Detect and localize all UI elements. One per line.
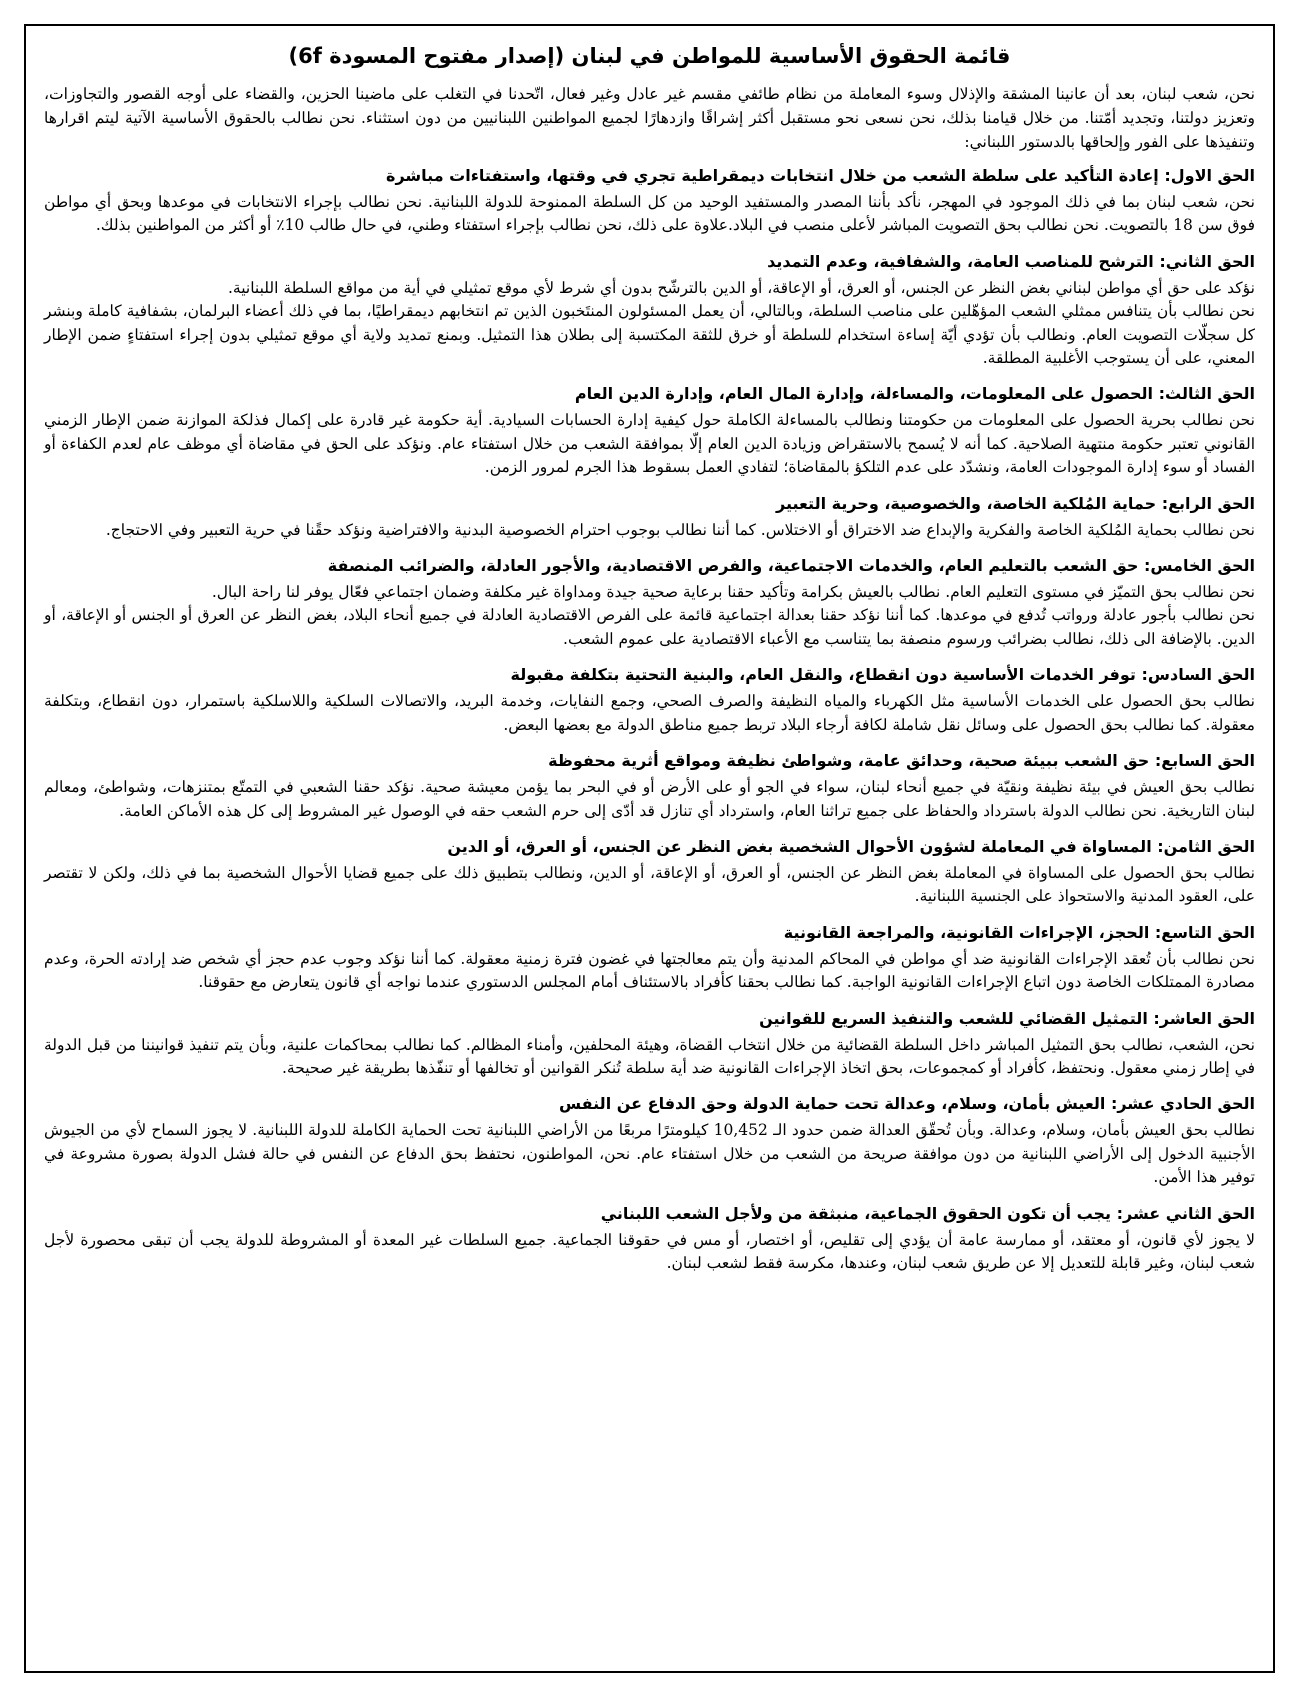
right-heading: الحق التاسع: الحجز، الإجراءات القانونية، والمراجعة القانونية bbox=[783, 922, 1255, 942]
right-heading: الحق الثامن: المساواة في المعاملة لشؤون الأحوال الشخصية بغض النظر عن الجنس، أو العرق، أو الدين bbox=[447, 836, 1255, 856]
right-paragraph: نحن نطالب بحرية الحصول على المعلومات من حكومتنا ونطالب بالمساءلة الكاملة حول كيفية إدارة الحسابات السيادية. أية حكومة غير قادرة على إكمال فذلكة الموازنة ضمن الإطار الزمني القانوني تعتبر حكومة منتهية الصلاحية. كما أنه لا يُسمح بالاستقراض وزيادة الدين العام إلّا بموافقة الشعب من خلال استفتاء عام. ونؤكد على الحق في مقاضاة أي موظف عام لعدم الكفاءة أو الفساد أو سوء إدارة الموجودات العامة، ونشدّد على عدم التلكؤ بالمقاضاة؛ لتفادي العمل بسقوط هذا الجرم لمرور الزمن. bbox=[44, 411, 1255, 477]
right-body bbox=[44, 519, 1255, 542]
right-heading: الحق الخامس: حق الشعب بالتعليم العام، والخدمات الاجتماعية، والفرص الاقتصادية، والأجور العادلة، والضرائب المنصفة bbox=[327, 556, 1255, 576]
right-section bbox=[44, 554, 1255, 651]
right-paragraph: نطالب بحق الحصول على الخدمات الأساسية مثل الكهرباء والمياه النظيفة والصرف الصحي، وجمع النفايات، وخدمة البريد، والاتصالات السلكية واللاسلكية باستمرار، دون انقطاع، وبتكلفة معقولة. كما نطالب بحق الحصول على وسائل نقل شاملة لكافة أرجاء البلاد تربط جميع مناطق الدولة مع بعضها البعض. bbox=[44, 692, 1255, 734]
right-body bbox=[44, 776, 1255, 823]
right-body bbox=[44, 409, 1255, 479]
right-heading: الحق السادس: توفر الخدمات الأساسية دون انقطاع، والنقل العام، والبنية التحتية بتكلفة مقبولة bbox=[510, 665, 1255, 685]
right-section bbox=[44, 749, 1255, 823]
right-heading: الحق السابع: حق الشعب ببيئة صحية، وحدائق عامة، وشواطئ نظيفة ومواقع أثرية محفوظة bbox=[548, 751, 1255, 771]
right-body bbox=[44, 1119, 1255, 1189]
right-heading: الحق الاول: إعادة التأكيد على سلطة الشعب من خلال انتخابات ديمقراطية تجري في وقتها، واستفتاءات مباشرة bbox=[386, 166, 1255, 185]
right-body bbox=[44, 690, 1255, 737]
right-paragraph: نحن، شعب لبنان بما في ذلك الموجود في المهجر، نأكد بأننا المصدر والمستفيد الوحيد من كل السلطة الممنوحة للدولة اللبنانية. نحن نطالب بإجراء الانتخابات في موعدها وبحق أي مواطن فوق سن 18 بالتصويت. نحن نطالب بحق التصويت المباشر لأعلى منصب في البلاد.علاوة على ذلك، نحن نطالب بإجراء استفتاء وطني، في حال طالب 10٪ أو أكثر من المواطنين بذلك. bbox=[44, 193, 1255, 235]
right-section bbox=[44, 250, 1255, 371]
right-paragraph: نحن نطالب بأجور عادلة ورواتب تُدفع في موعدها. كما أننا نؤكد حقنا بعدالة اجتماعية قائمة على الفرص الاقتصادية العادلة في جميع أنحاء البلاد، بغض النظر عن العرق أو الجنس أو الإعاقة، أو الدين. بالإضافة الى ذلك، نطالب بضرائب ورسوم منصفة بما يتناسب مع الأعباء الاقتصادية على عموم الشعب. bbox=[44, 606, 1255, 648]
right-paragraph: نؤكد على حق أي مواطن لبناني بغض النظر عن الجنس، أو العرق، أو الإعاقة، أو الدين بالترشّح بدون أي شرط لأي موقع تمثيلي في أية من مواقع السلطة اللبنانية. bbox=[227, 278, 1255, 297]
right-heading: الحق الحادي عشر: العيش بأمان، وسلام، وعدالة تحت حماية الدولة وحق الدفاع عن النفس bbox=[559, 1094, 1255, 1114]
right-heading: الحق الثاني عشر: يجب أن تكون الحقوق الجماعية، منبثقة من ولأجل الشعب اللبناني bbox=[600, 1203, 1255, 1223]
document-title: قائمة الحقوق الأساسية للمواطن في لبنان (إصدار مفتوح المسودة 6f) bbox=[288, 44, 1011, 68]
right-body bbox=[44, 862, 1255, 909]
right-heading: الحق العاشر: التمثيل القضائي للشعب والتنفيذ السريع للقوانين bbox=[759, 1008, 1255, 1028]
right-paragraph: نحن، الشعب، نطالب بحق التمثيل المباشر داخل السلطة القضائية من خلال انتخاب القضاة، وهيئة المحلفين، وأمناء المظالم. كما نطالب بمحاكمات علنية، وبأن يتم تنفيذ قوانيننا من قبل الدولة في إطار زمني معقول. ونحتفظ، كأفراد أو كمجموعات، بحق اتخاذ الإجراءات القانونية ضد أية سلطة تُنكر القوانين أو تخالفها أو تنفّذها بطريقة غير صحيحة. bbox=[44, 1035, 1255, 1077]
right-section bbox=[44, 382, 1255, 479]
document-page bbox=[24, 24, 1275, 1673]
right-heading: الحق الثالث: الحصول على المعلومات، والمساءلة، وإدارة المال العام، وإدارة الدين العام bbox=[574, 384, 1255, 404]
right-section bbox=[44, 492, 1255, 542]
right-body bbox=[44, 277, 1255, 371]
right-body bbox=[44, 1034, 1255, 1081]
right-section bbox=[44, 1007, 1255, 1081]
right-paragraph: نحن نطالب بأن يتنافس ممثلي الشعب المؤهّلين على مناصب السلطة، وبالتالي، أن يعمل المسئولون المنتَخبون الذين تم انتخابهم ديمقراطيًا، بما في ذلك أعضاء البرلمان، بشفافية كاملة وبنشر كل سجلّات التصويت العام. ونطالب بأن تؤدي أيّة إساءة استخدام للسلطة أو خرق للثقة المكتسبة إلى بطلان هذا التمثيل. وبمنع تمديد ولاية أي موقع تمثيلي بدون إجراء استفتاءٍ ضمن الإطار المعني، على أن يستوجب الأغلبية المطلقة. bbox=[44, 302, 1255, 368]
right-paragraph: نطالب بحق العيش في بيئة نظيفة ونقيّة في جميع أنحاء لبنان، سواء في الجو أو على الأرض أو في البحر بما يؤمن معيشة صحية. نؤكد حقنا الشعبي في التمتّع بمتنزهات، وشواطئ، ومعالم لبنان التاريخية. نحن نطالب الدولة باسترداد والحفاظ على جميع تراثنا العام، واسترداد أي تنازل قد أدّى إلى حرم الشعب حقه في الوصول غير المشروط إلى كل هذه الأماكن العامة. bbox=[44, 778, 1255, 820]
right-paragraph: نحن نطالب بأن تُعقد الإجراءات القانونية ضد أي مواطن في المحاكم المدنية وأن يتم معالجتها في غضون فترة زمنية معقولة. كما أننا نؤكد وجوب عدم حجز أي شخص ضد إرادته الحرة، وعدم مصادرة الممتلكات الخاصة دون اتباع الإجراءات القانونية الواجبة. كما نطالب بحقنا كأفراد بالاستئناف أمام المجلس الدستوري عندما نواجه أي قانون يتعارض مع حقوقنا. bbox=[44, 949, 1255, 992]
right-paragraph: نطالب بحق الحصول على المساواة في المعاملة بغض النظر عن الجنس، أو العرق، أو الإعاقة، أو الدين، ونطالب بتطبيق ذلك على جميع قضايا الأحوال الشخصية بما في ذلك، ولكن لا تقتصر على، العقود المدنية والاستحواذ على الجنسية اللبنانية. bbox=[44, 863, 1255, 906]
right-body bbox=[44, 191, 1255, 238]
document-intro: نحن، شعب لبنان، بعد أن عانينا المشقة والإذلال وسوء المعاملة من نظام طائفي مقسم غير عادل وغير فعال، اتّحدنا في التغلب على ماضينا الحزين، والقضاء على أوجه القصور والتجاوزات، وتعزيز دولتنا، وتجديد أمّتنا. من خلال قيامنا بذلك، نحن نسعى نحو مستقبل أكثر إشراقًا وازدهارًا لجميع المواطنين اللبنانيين من دون استثناء. نحن نطالب بالحقوق الأساسية الآتية ليتم اقرارها وتنفيذها على الفور وإلحاقها بالدستور اللبناني: bbox=[44, 85, 1255, 151]
right-paragraph: نطالب بحق العيش بأمان، وسلام، وعدالة. وبأن تُحقّق العدالة ضمن حدود الـ 10,452 كيلومترًا مربعًا من الأراضي اللبنانية تحت الحماية الكاملة للدولة اللبنانية. لا يجوز السماح لأي من الجيوش الأجنبية الدخول إلى الأراضي اللبنانية من دون موافقة صريحة من الشعب من خلال استفتاء عام. نحن، المواطنون، نحتفظ بحق الدفاع عن النفس في حالة فشل الدولة بصورة مشروعة في توفير هذا الأمن. bbox=[44, 1121, 1256, 1187]
right-heading: الحق الثاني: الترشح للمناصب العامة، والشفافية، وعدم التمديد bbox=[767, 251, 1255, 271]
right-body bbox=[44, 1229, 1255, 1276]
right-section bbox=[44, 1092, 1255, 1189]
right-body bbox=[44, 581, 1255, 651]
right-section bbox=[44, 164, 1255, 238]
right-section bbox=[44, 835, 1255, 909]
right-section bbox=[44, 1202, 1255, 1276]
right-section bbox=[44, 921, 1255, 995]
right-paragraph: نحن نطالب بحق التميّز في مستوى التعليم العام. نطالب بالعيش بكرامة وتأكيد حقنا برعاية صحية جيدة ومداواة غير مكلفة وضمان اجتماعي فعّال يوفر لنا راحة البال. bbox=[211, 583, 1255, 602]
right-body bbox=[44, 948, 1255, 995]
rights-list bbox=[44, 164, 1255, 1275]
right-section bbox=[44, 663, 1255, 737]
right-paragraph: نحن نطالب بحماية المُلكية الخاصة والفكرية والإبداع ضد الاختراق أو الاختلاس. كما أننا نطالب بوجوب احترام الخصوصية البدنية والافتراضية ونؤكد حقًنا في حرية التعبير وفي الاحتجاج. bbox=[105, 520, 1255, 539]
right-heading: الحق الرابع: حماية المُلكية الخاصة، والخصوصية، وحرية التعبير bbox=[776, 493, 1255, 513]
right-paragraph: لا يجوز لأي قانون، أو معتقد، أو ممارسة عامة أن يؤدي إلى تقليص، أو اختصار، أو مس في حقوقنا الجماعية. جميع السلطات غير المعدة أو المشروطة للدولة يجب أن تبقى محصورة لأجل شعب لبنان، وغير قابلة للتعديل إلا عن طريق شعب لبنان، وعندها، مكرسة فقط لشعب لبنان. bbox=[44, 1230, 1255, 1272]
